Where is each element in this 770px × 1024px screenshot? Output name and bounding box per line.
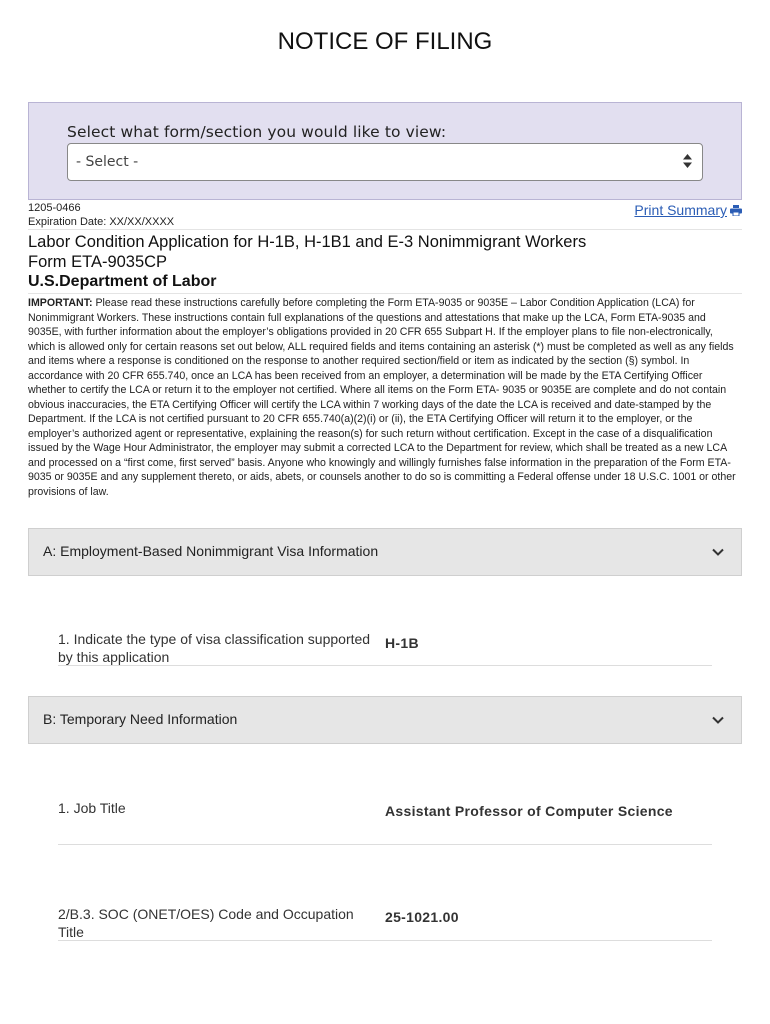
printer-icon (730, 203, 742, 214)
select-arrows-icon (683, 154, 692, 170)
department-name: U.S.Department of Labor (28, 273, 217, 290)
instructions-lead: IMPORTANT: (28, 297, 93, 309)
form-number: Form ETA-9035CP (28, 253, 168, 271)
section-b-header[interactable] (28, 696, 742, 744)
print-summary-label: Print Summary (634, 202, 727, 218)
page-title: NOTICE OF FILING (277, 28, 493, 55)
soc-code-value: 25-1021.00 (385, 909, 459, 925)
section-a-header[interactable] (28, 528, 742, 576)
form-section-select-value: - Select - (76, 154, 139, 170)
expiration-date: Expiration Date: XX/XX/XXXX (28, 216, 175, 228)
form-selector-label: Select what form/section you would like to view: (67, 123, 447, 141)
field-divider (58, 665, 712, 666)
job-title-value: Assistant Professor of Computer Science (385, 803, 673, 819)
soc-code-label: 2/B.3. SOC (ONET/OES) Code and Occupation Title (58, 906, 354, 940)
instructions-body: Please read these instructions carefully before completing the Form ETA-9035 or 9035E – Labor Condition Application (LCA) for Nonimmigrant Workers. These instructions contain full explanations of the questions and attestations that make up the LCA, Form ETA-9035 and 9035E, with further information about the employer’s obligations provided in 20 CFR 655 Subpart H. If the employer plans to file non-electronically, which is allowed only for certain reasons set out below, ALL required fields and items containing an asterisk (*) must be completed as well as any fields and items where a response is conditioned on the response to another required section/field or item as indicated by the section (§) symbol. In accordance with 20 CFR 655.740, once an LCA has been received from an employer, a determination will be made by the ETA Certifying Officer whether to certify the LCA or return it to the employer not certified. Where all items on the Form ETA- 9035 or 9035E are complete and do not contain obvious inaccuracies, the ETA Certifying Officer will certify the LCA within 7 working days of the date the LCA is received and date-stamped by the Department. If the LCA is not certified pursuant to 20 CFR 655.740(a)(2)(i) or (ii), the ETA Certifying Officer will return it to the employer, or the employer’s authorized agent or representative, explaining the reason(s) for such return without certification. Except in the case of a disqualification issued by the Wage Hour Administrator, the employer may submit a corrected LCA to the Department for review, which shall be treated as a new LCA and processed on a “first come, first served” basis. Anyone who knowingly and willingly furnishes false information in the preparation of the Form ETA- 9035 or 9035E and any supplement thereto, or aids, abets, or counsels another to do so is committing a Federal offense under 18 U.S.C. 1001 or other provisions of law. (28, 297, 736, 498)
form-section-select[interactable] (67, 143, 703, 181)
field-divider (58, 844, 712, 845)
divider (28, 293, 742, 294)
chevron-down-icon (711, 713, 725, 727)
omb-number: 1205-0466 (28, 202, 81, 214)
form-title: Labor Condition Application for H-1B, H-1B1 and E-3 Nonimmigrant Workers (28, 233, 587, 251)
visa-type-label: 1. Indicate the type of visa classification supported by this application (58, 631, 371, 665)
visa-type-value: H-1B (385, 635, 419, 651)
divider (28, 229, 742, 230)
chevron-down-icon (711, 545, 725, 559)
form-selector-panel (28, 102, 742, 200)
section-b-title: B: Temporary Need Information (43, 711, 238, 727)
instructions-text (28, 296, 742, 499)
field-divider (58, 940, 712, 941)
section-a-title: A: Employment-Based Nonimmigrant Visa Information (43, 543, 379, 559)
print-summary-link[interactable] (634, 202, 742, 218)
job-title-label: 1. Job Title (58, 800, 126, 816)
